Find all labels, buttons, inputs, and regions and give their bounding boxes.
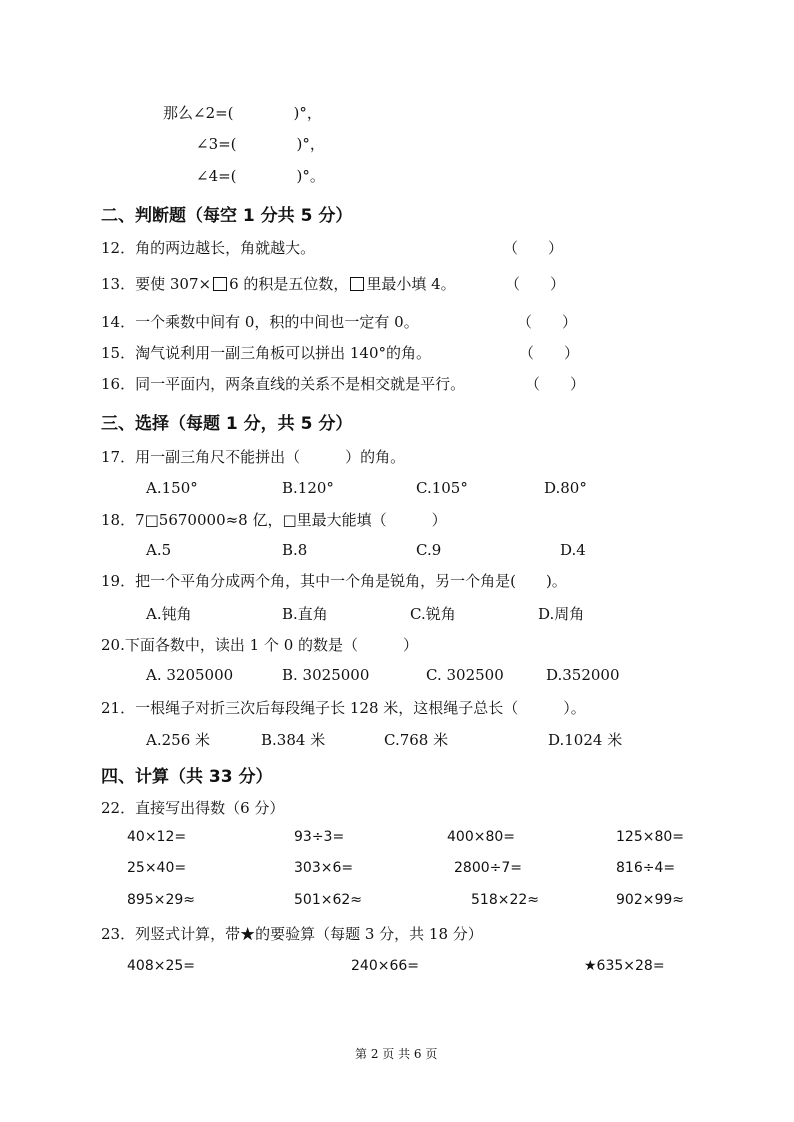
option-21-c[interactable]: C.768 米	[384, 731, 449, 749]
page-number: 第 2 页 共 6 页	[355, 1047, 438, 1061]
option-17-c[interactable]: C.105°	[416, 479, 468, 497]
question-13-post: 里最小填 4。	[366, 275, 456, 293]
calc-r1-c4: 125×80=	[616, 829, 684, 845]
section-judgement-title: 二、判断题（每空 1 分共 5 分）	[101, 206, 353, 226]
option-18-c[interactable]: C.9	[416, 541, 442, 559]
question-16: 16．同一平面内，两条直线的关系不是相交就是平行。	[101, 375, 466, 393]
question-14: 14．一个乘数中间有 0，积的中间也一定有 0。	[101, 313, 419, 331]
option-19-d[interactable]: D.周角	[538, 605, 585, 623]
angle-4-line: ∠4=( )°。	[196, 167, 325, 185]
answer-paren-14[interactable]: （ ）	[517, 313, 578, 331]
calc-r1-c1: 40×12=	[127, 829, 187, 845]
calc-r3-c2: 501×62≈	[294, 892, 362, 908]
answer-paren-15[interactable]: （ ）	[519, 344, 580, 362]
section-choice-title: 三、选择（每题 1 分，共 5 分）	[101, 414, 353, 434]
blank-box-icon[interactable]	[350, 277, 364, 291]
question-13-pre: 13．要使 307×	[101, 275, 212, 293]
question-13-mid: 6 的积是五位数，	[229, 275, 349, 293]
calc-r3-c1: 895×29≈	[127, 892, 195, 908]
calc-r2-c3: 2800÷7=	[454, 860, 522, 876]
section-calc-title: 四、计算（共 33 分）	[101, 767, 273, 787]
question-23: 23．列竖式计算，带★的要验算（每题 3 分，共 18 分）	[101, 925, 483, 943]
option-18-d[interactable]: D.4	[560, 541, 586, 559]
vertical-calc-1: 408×25=	[127, 958, 195, 974]
calc-r1-c3: 400×80=	[447, 829, 515, 845]
option-20-d[interactable]: D.352000	[546, 666, 620, 684]
option-18-b[interactable]: B.8	[282, 541, 308, 559]
question-12: 12．角的两边越长，角就越大。	[101, 239, 316, 257]
question-18: 18．7□5670000≈8 亿，□里最大能填（ ）	[101, 511, 447, 529]
option-21-b[interactable]: B.384 米	[261, 731, 326, 749]
option-20-c[interactable]: C. 302500	[426, 666, 504, 684]
option-19-a[interactable]: A.钝角	[146, 605, 192, 623]
calc-r2-c2: 303×6=	[294, 860, 354, 876]
option-17-d[interactable]: D.80°	[544, 479, 587, 497]
calc-r3-c4: 902×99≈	[616, 892, 684, 908]
option-20-a[interactable]: A. 3205000	[146, 666, 234, 684]
vertical-calc-3: ★635×28=	[584, 958, 665, 974]
calc-r2-c1: 25×40=	[127, 860, 187, 876]
question-17: 17．用一副三角尺不能拼出（ ）的角。	[101, 448, 406, 466]
question-13	[101, 273, 456, 294]
question-15: 15．淘气说利用一副三角板可以拼出 140°的角。	[101, 344, 431, 362]
option-21-a[interactable]: A.256 米	[146, 731, 210, 749]
option-21-d[interactable]: D.1024 米	[548, 731, 623, 749]
answer-paren-16[interactable]: （ ）	[525, 375, 586, 393]
calc-r2-c4: 816÷4=	[616, 860, 676, 876]
question-19: 19．把一个平角分成两个角，其中一个角是锐角，另一个角是( )。	[101, 572, 567, 590]
option-19-b[interactable]: B.直角	[282, 605, 328, 623]
question-22: 22．直接写出得数（6 分）	[101, 799, 285, 817]
calc-r1-c2: 93÷3=	[294, 829, 345, 845]
answer-paren-12[interactable]: （ ）	[503, 239, 564, 257]
blank-box-icon[interactable]	[213, 277, 227, 291]
option-17-b[interactable]: B.120°	[282, 479, 334, 497]
question-21: 21．一根绳子对折三次后每段绳子长 128 米，这根绳子总长（ ）。	[101, 699, 586, 717]
question-20: 20.下面各数中，读出 1 个 0 的数是（ ）	[101, 636, 419, 654]
option-19-c[interactable]: C.锐角	[410, 605, 456, 623]
calc-r3-c3: 518×22≈	[471, 892, 539, 908]
option-18-a[interactable]: A.5	[146, 541, 172, 559]
angle-3-line: ∠3=( )°，	[196, 135, 325, 153]
option-20-b[interactable]: B. 3025000	[282, 666, 370, 684]
answer-paren-13[interactable]: （ ）	[505, 275, 566, 293]
angle-2-line: 那么∠2=( )°，	[163, 104, 322, 122]
vertical-calc-2: 240×66=	[351, 958, 419, 974]
option-17-a[interactable]: A.150°	[146, 479, 198, 497]
